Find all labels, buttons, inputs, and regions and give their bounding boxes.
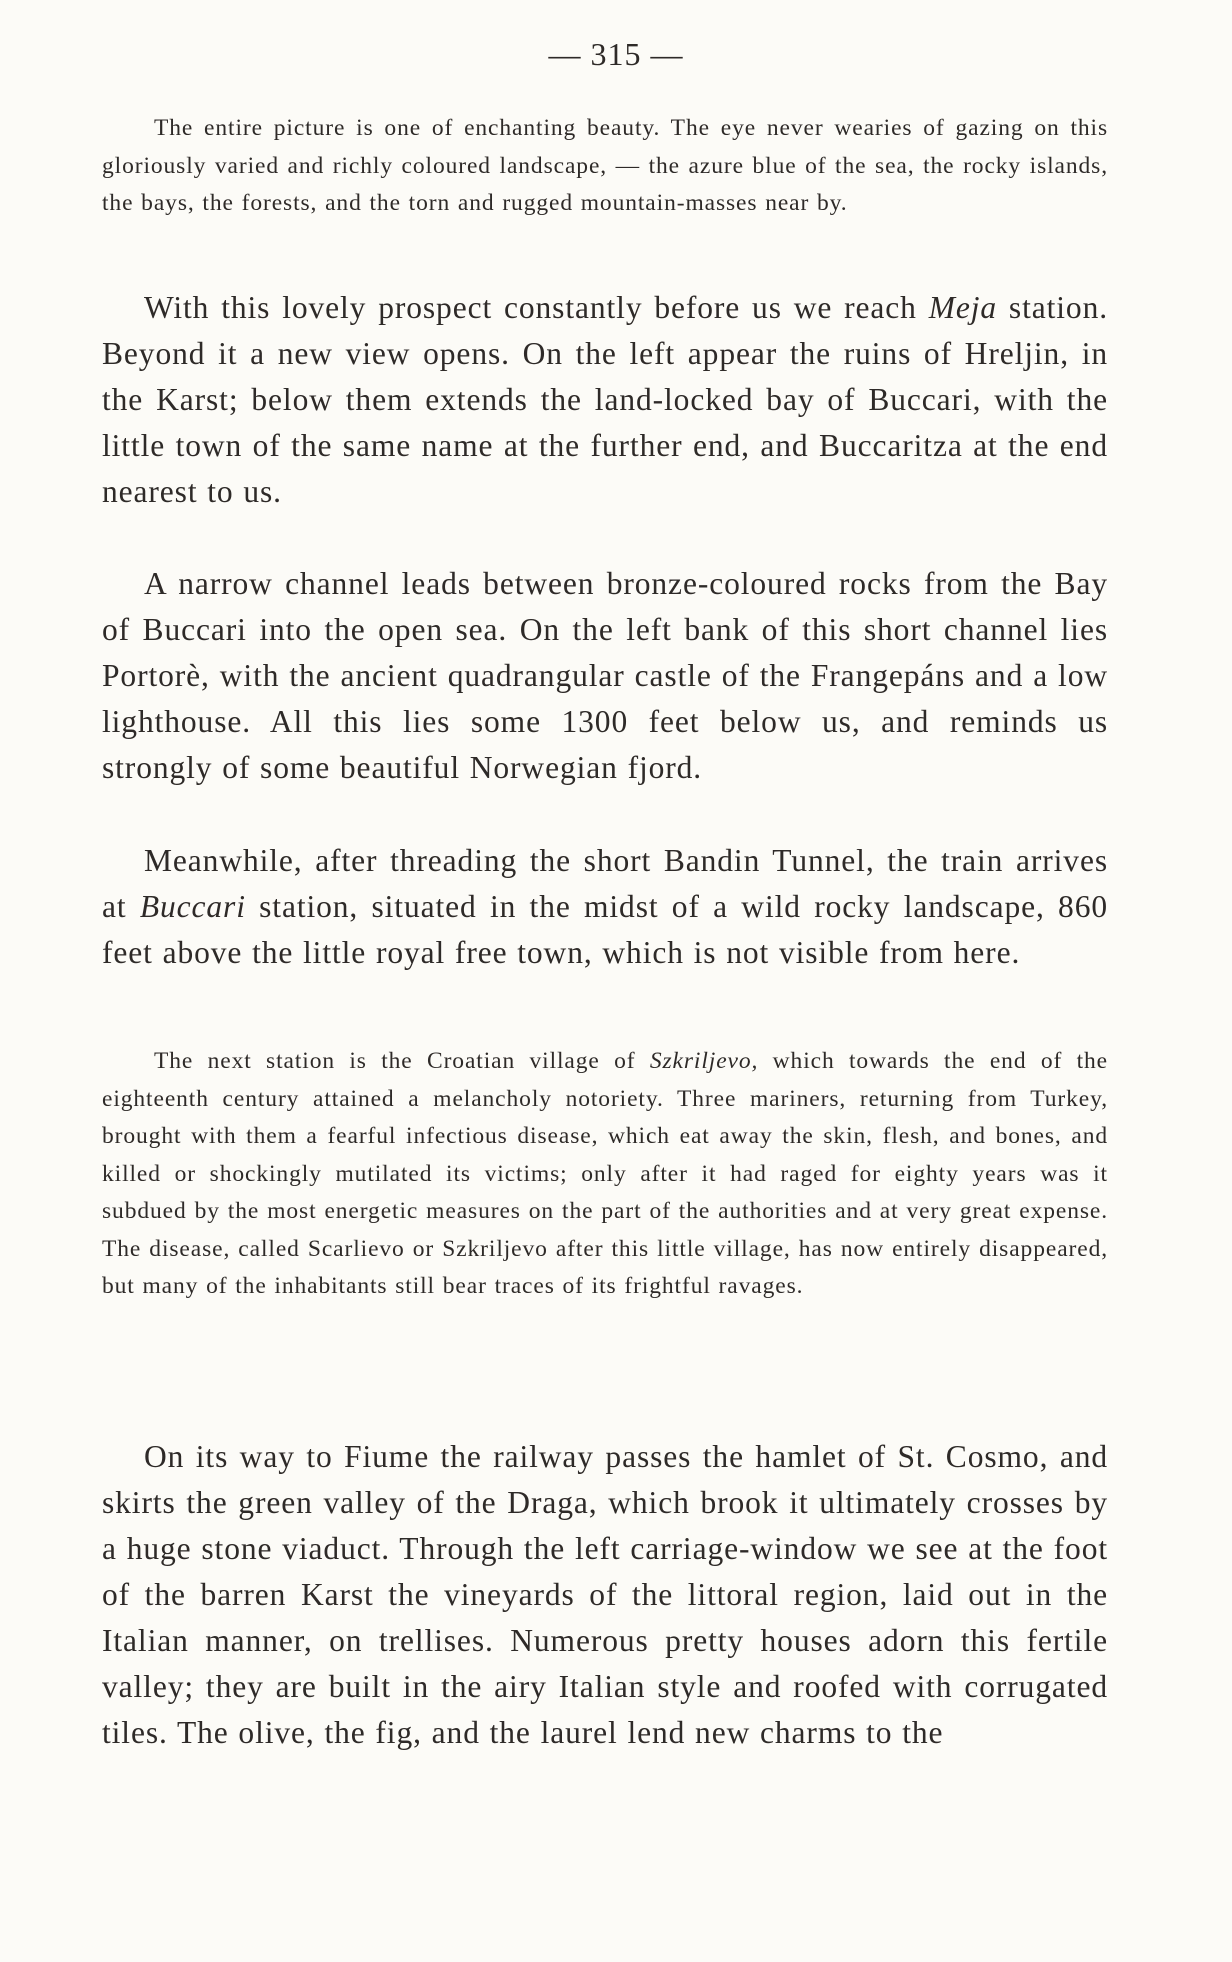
paragraph-buccari-text-end: station, situated in the midst of a wild rocky landscape, 860 feet above the little royal free town, which is not visible from here. [102, 889, 1108, 970]
paragraph-szkriljevo [102, 1043, 1108, 1306]
paragraph-fiume-approach: On its way to Fiume the railway passes the hamlet of St. Cosmo, and skirts the green valley of the Draga, which brook it ultimately crosses by a huge stone viaduct. Through the left carriage-window we see at the foot of the barren Karst the vineyards of the littoral region, laid out in the Italian manner, on trellises. Numerous pretty houses adorn this fertile valley; they are built in the airy Italian style and roofed with corrugated tiles. The olive, the fig, and the laurel lend new charms to the [102, 1439, 1108, 1750]
station-name-buccari: Buccari [139, 889, 246, 924]
paragraph-meja-station [102, 285, 1108, 515]
paragraph-meja-text-end: station. Beyond it a new view opens. On the left appear the ruins of Hreljin, in the Karst; below them extends the land-locked bay of Buccari, with the little town of the same name at the further end, and Buccaritza at the end nearest to us. [102, 290, 1108, 509]
station-name-meja: Meja [928, 290, 998, 325]
paragraph-buccari-text-start: Meanwhile, after threading the short Bandin Tunnel, the train arrives at [102, 843, 1108, 924]
page-number: — 315 — [548, 36, 684, 72]
paragraph-panorama: The entire picture is one of enchanting beauty. The eye never wearies of gazing on this gloriously varied and richly coloured landscape, — the azure blue of the sea, the rocky islands, the bays, the forests, and the torn and rugged mountain-masses near by. [102, 115, 1108, 216]
paragraph-buccari-station [102, 838, 1108, 976]
paragraph-meja-text-start: With this lovely prospect constantly before us we reach [144, 290, 929, 325]
paragraph-szkriljevo-text-start: The next station is the Croatian village of [154, 1048, 650, 1074]
paragraph-buccari-channel: A narrow channel leads between bronze-coloured rocks from the Bay of Buccari into the open sea. On the left bank of this short channel lies Portorè, with the ancient quadrangular castle of the Frangepáns and a low lighthouse. All this lies some 1300 feet below us, and reminds us strongly of some beautiful Norwegian fjord. [102, 566, 1108, 785]
village-name-szkriljevo: Szkriljevo, [649, 1048, 759, 1074]
paragraph-szkriljevo-text-end: which towards the end of the eighteenth century attained a melancholy notoriety. Three mariners, returning from Turkey, brought with them a fearful infectious disease, which eat away the skin, flesh, and bones, and killed or shockingly mutilated its victims; only after it had raged for eighty years was it subdued by the most energetic measures on the part of the authorities and at very great expense. The disease, called Scarlievo or Szkriljevo after this little village, has now entirely disappeared, but many of the inhabitants still bear traces of its frightful ravages. [102, 1048, 1108, 1299]
